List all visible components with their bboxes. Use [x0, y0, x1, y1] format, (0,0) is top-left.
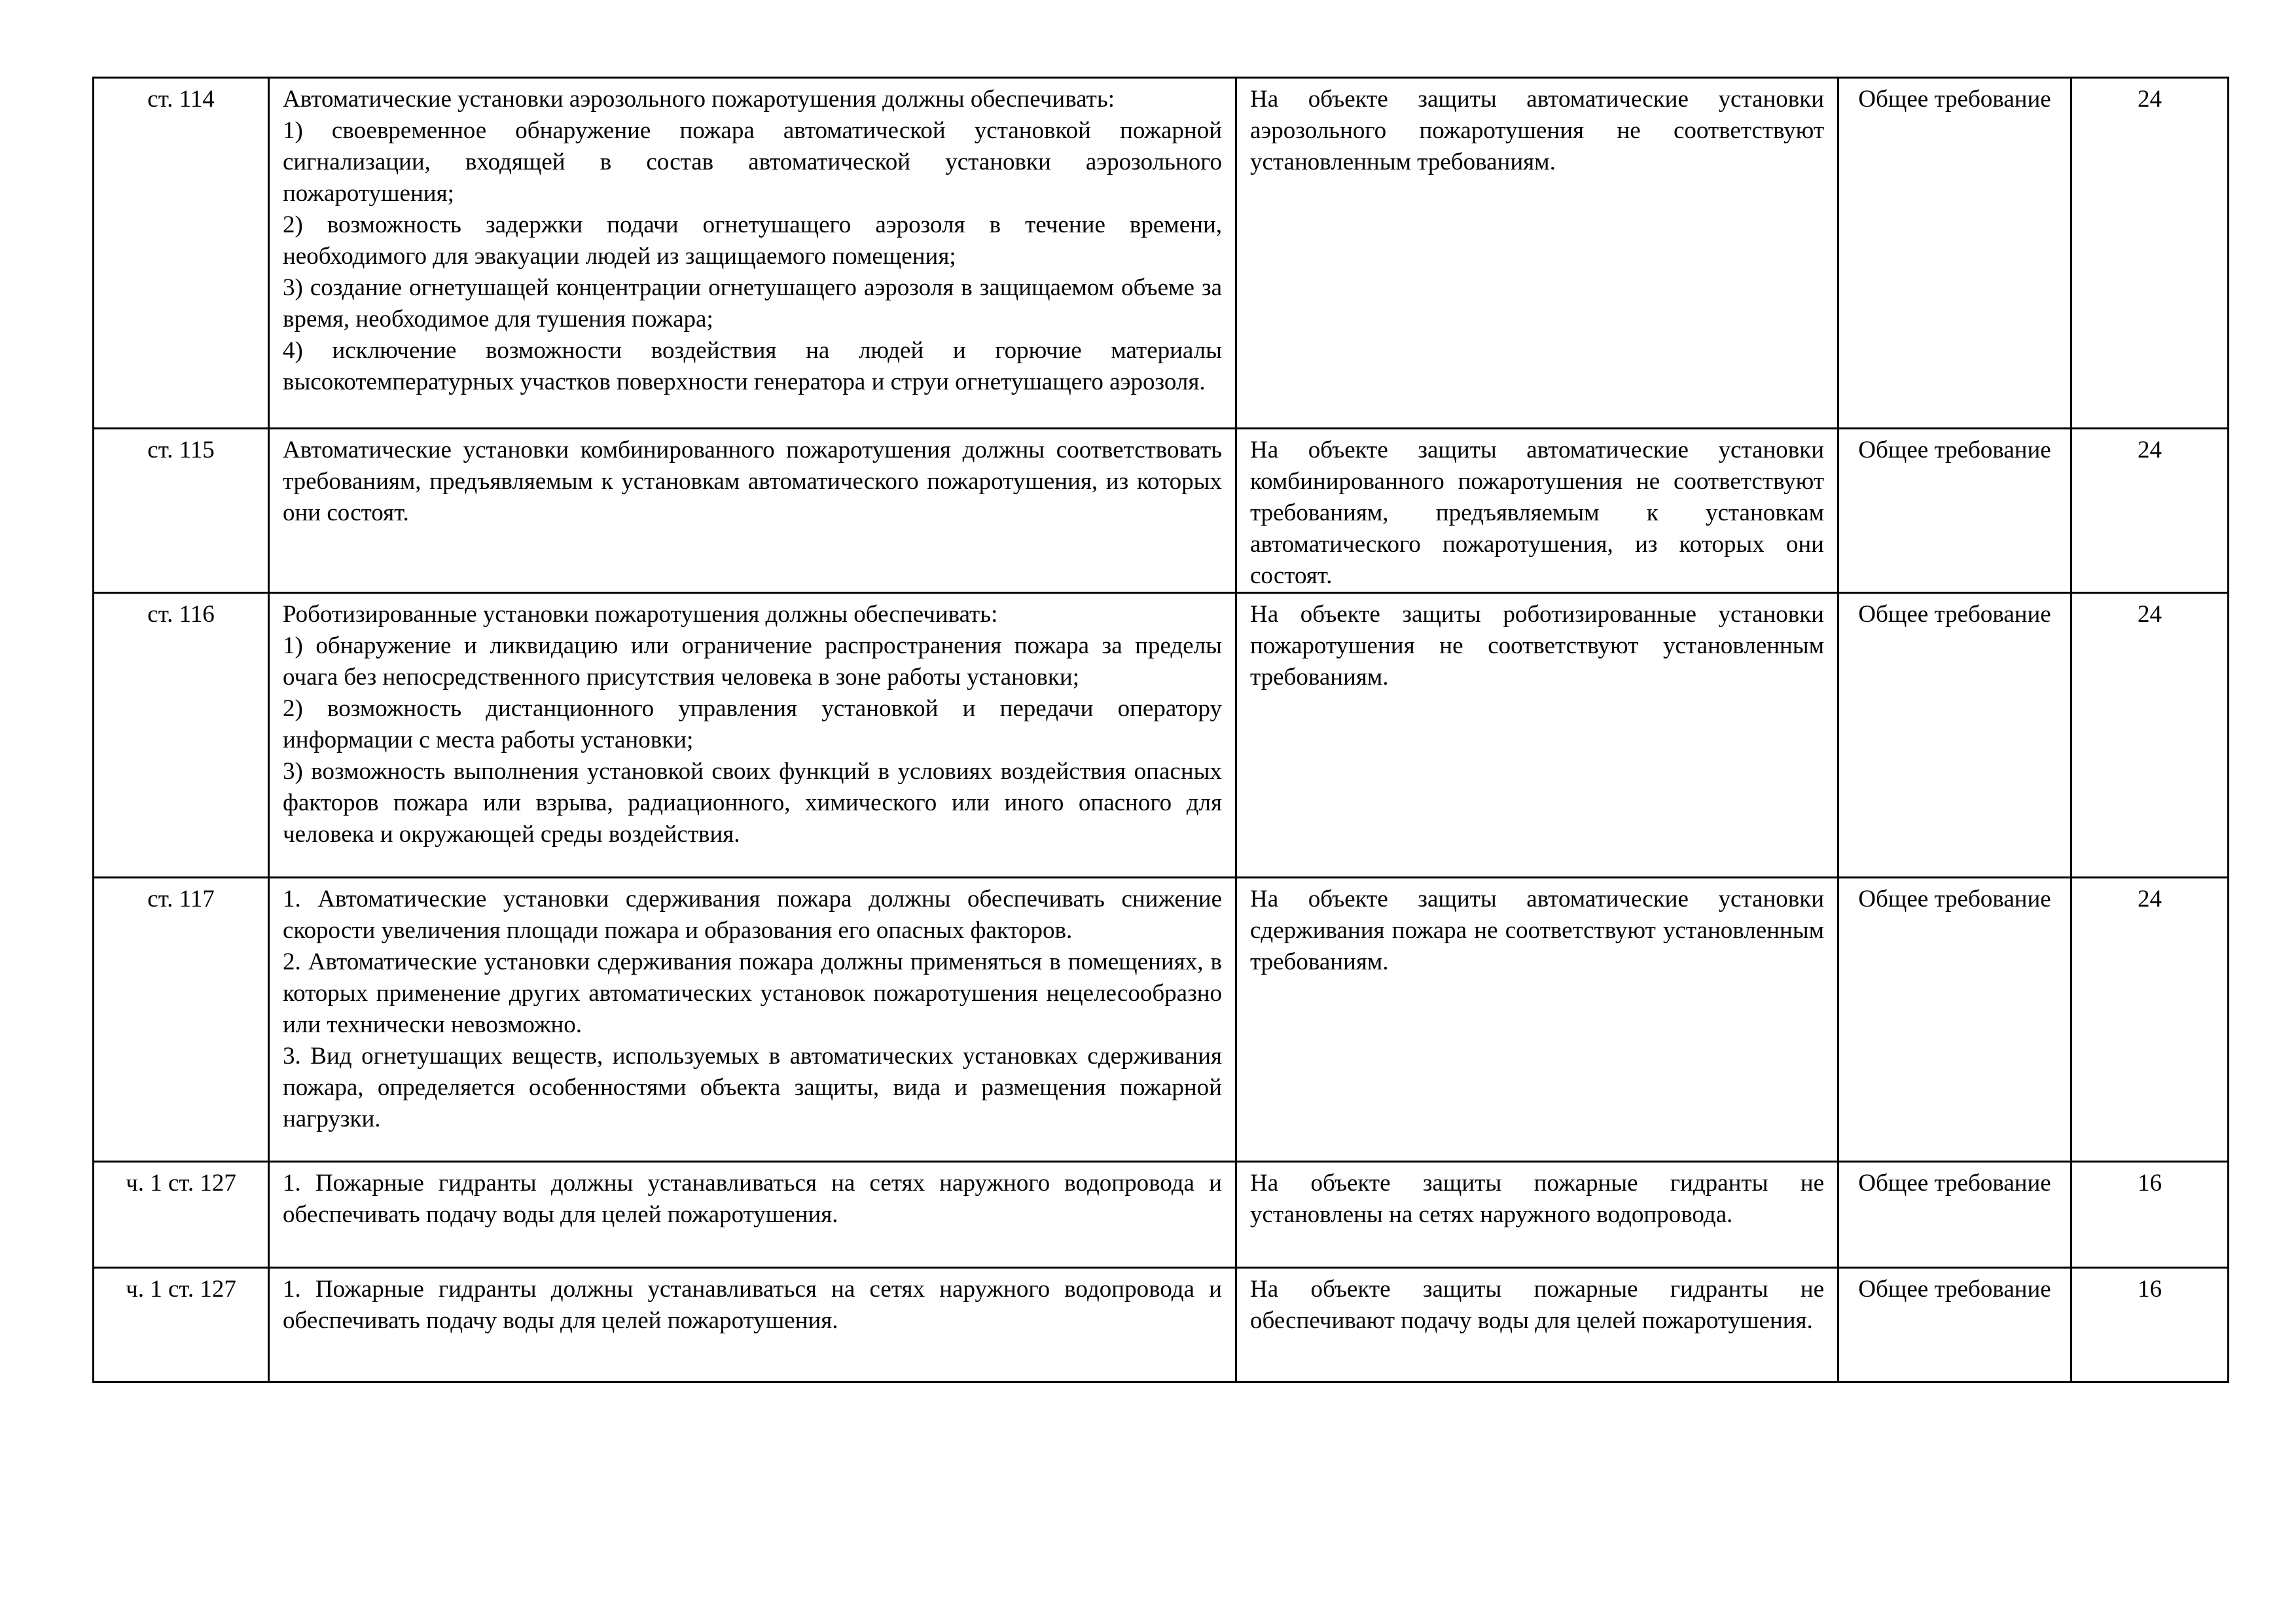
table-row [94, 878, 2229, 1162]
article-reference: ст. 117 [94, 878, 269, 1162]
requirement-paragraph: 1) обнаружение и ликвидацию или ограничение распространения пожара за пределы очага без непосредственного присутствия человека в зоне работы установки; [283, 632, 1222, 691]
violation-description: На объекте защиты пожарные гидранты не установлены на сетях наружного водопровода. [1236, 1162, 1839, 1268]
points-value: 24 [2072, 429, 2229, 593]
requirement-paragraph: Роботизированные установки пожаротушения должны обеспечивать: [283, 601, 998, 628]
requirement-type: Общее требование [1839, 429, 2072, 593]
table-row [94, 429, 2229, 593]
table-row [94, 1162, 2229, 1268]
violation-description: На объекте защиты автоматические установки комбинированного пожаротушения не соответствуют требованиям, предъявляемым к установкам автоматического пожаротушения, из которых они состоят. [1236, 429, 1839, 593]
requirement-text [269, 429, 1236, 593]
article-reference: ч. 1 ст. 127 [94, 1268, 269, 1382]
requirement-text [269, 878, 1236, 1162]
requirement-text [269, 1268, 1236, 1382]
requirement-paragraph: 1. Пожарные гидранты должны устанавливаться на сетях наружного водопровода и обеспечивать подачу воды для целей пожаротушения. [283, 1276, 1222, 1334]
table-row [94, 593, 2229, 878]
requirement-type: Общее требование [1839, 1162, 2072, 1268]
requirement-paragraph: 3. Вид огнетушащих веществ, используемых в автоматических установках сдерживания пожара, определяется особенностями объекта защиты, вида и размещения пожарной нагрузки. [283, 1043, 1222, 1132]
article-reference: ст. 114 [94, 78, 269, 429]
requirement-type: Общее требование [1839, 1268, 2072, 1382]
requirement-paragraph: 1. Пожарные гидранты должны устанавливаться на сетях наружного водопровода и обеспечивать подачу воды для целей пожаротушения. [283, 1170, 1222, 1228]
points-value: 24 [2072, 878, 2229, 1162]
article-reference: ст. 115 [94, 429, 269, 593]
requirement-paragraph: 2) возможность задержки подачи огнетушащего аэрозоля в течение времени, необходимого для эвакуации людей из защищаемого помещения; [283, 211, 1222, 270]
points-value: 16 [2072, 1268, 2229, 1382]
requirement-text [269, 1162, 1236, 1268]
article-reference: ч. 1 ст. 127 [94, 1162, 269, 1268]
violation-description: На объекте защиты автоматические установки аэрозольного пожаротушения не соответствуют установленным требованиям. [1236, 78, 1839, 429]
requirement-paragraph: 2. Автоматические установки сдерживания пожара должны применяться в помещениях, в которых применение других автоматических установок пожаротушения нецелесообразно или технически невозможно. [283, 948, 1222, 1038]
violation-description: На объекте защиты автоматические установки сдерживания пожара не соответствуют установленным требованиям. [1236, 878, 1839, 1162]
requirement-paragraph: 1) своевременное обнаружение пожара автоматической установкой пожарной сигнализации, входящей в состав автоматической установки аэрозольного пожаротушения; [283, 117, 1222, 207]
requirement-paragraph: 3) создание огнетушащей концентрации огнетушащего аэрозоля в защищаемом объеме за время, необходимое для тушения пожара; [283, 274, 1222, 333]
violation-description: На объекте защиты роботизированные установки пожаротушения не соответствуют установленным требованиям. [1236, 593, 1839, 878]
requirement-type: Общее требование [1839, 878, 2072, 1162]
points-value: 24 [2072, 593, 2229, 878]
points-value: 24 [2072, 78, 2229, 429]
requirements-table [92, 77, 2229, 1383]
requirement-type: Общее требование [1839, 593, 2072, 878]
article-reference: ст. 116 [94, 593, 269, 878]
requirement-paragraph: 1. Автоматические установки сдерживания пожара должны обеспечивать снижение скорости увеличения площади пожара и образования его опасных факторов. [283, 886, 1222, 944]
requirement-paragraph: Автоматические установки комбинированного пожаротушения должны соответствовать требованиям, предъявляемым к установкам автоматического пожаротушения, из которых они состоят. [283, 437, 1222, 526]
points-value: 16 [2072, 1162, 2229, 1268]
requirement-type: Общее требование [1839, 78, 2072, 429]
requirement-paragraph: 4) исключение возможности воздействия на людей и горючие материалы высокотемпературных участков поверхности генератора и струи огнетушащего аэрозоля. [283, 337, 1222, 395]
requirement-paragraph: Автоматические установки аэрозольного пожаротушения должны обеспечивать: [283, 86, 1115, 113]
violation-description: На объекте защиты пожарные гидранты не обеспечивают подачу воды для целей пожаротушения. [1236, 1268, 1839, 1382]
table-row [94, 1268, 2229, 1382]
table-row [94, 78, 2229, 429]
requirement-paragraph: 3) возможность выполнения установкой своих функций в условиях воздействия опасных факторов пожара или взрыва, радиационного, химического или иного опасного для человека и окружающей среды воздействия. [283, 758, 1222, 848]
requirement-paragraph: 2) возможность дистанционного управления установкой и передачи оператору информации с места работы установки; [283, 695, 1222, 753]
requirement-text [269, 593, 1236, 878]
requirement-text [269, 78, 1236, 429]
